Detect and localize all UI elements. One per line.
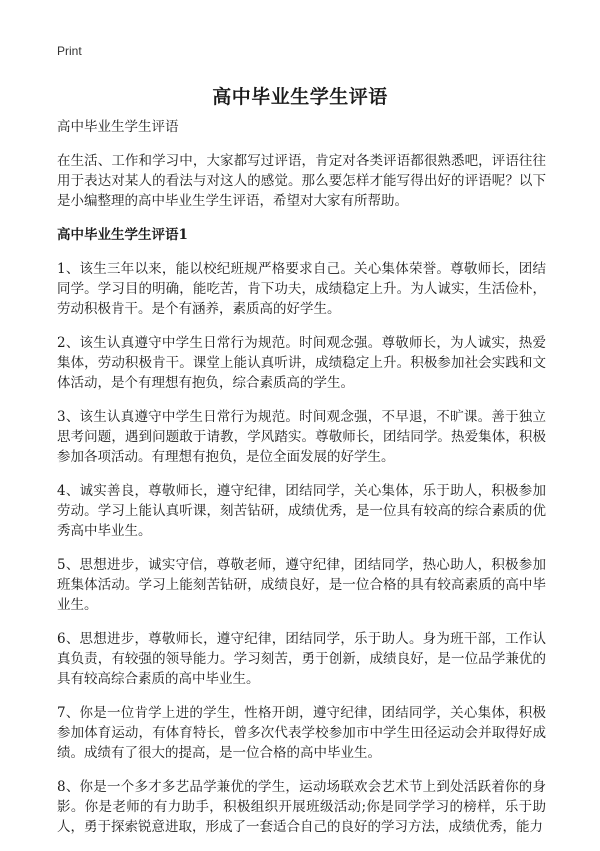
document-body: [57, 117, 546, 851]
comment-item-4: 4、诚实善良，尊敬师长，遵守纪律，团结同学，关心集体，乐于助人，积极参加劳动。学习上能认真听课，刻苦钻研，成绩优秀，是一位具有较高的综合素质的优秀高中毕业生。: [57, 483, 546, 539]
comment-item-1: 1、该生三年以来，能以校纪班规严格要求自己。关心集体荣誉。尊敬师长，团结同学。学习目的明确，能吃苦，肯下功夫，成绩稳定上升。为人诚实，生活俭朴，劳动积极肯干。是个有涵养，素质高的好学生。: [57, 261, 546, 317]
comment-item-8: 8、你是一个多才多艺品学兼优的学生，运动场联欢会艺术节上到处活跃着你的身影。你是老师的有力助手，积极组织开展班级活动;你是同学学习的榜样，乐于助人，勇于探索锐意进取，形成了一套适合自己的良好的学习方法，成绩优秀，能力: [57, 779, 546, 835]
comment-item-6: 6、思想进步，尊敬师长，遵守纪律，团结同学，乐于助人。身为班干部，工作认真负责，有较强的领导能力。学习刻苦，勇于创新，成绩良好，是一位品学兼优的具有较高综合素质的高中毕业生。: [57, 631, 546, 687]
page-title: 高中毕业生学生评语: [212, 86, 388, 108]
comment-item-2: 2、该生认真遵守中学生日常行为规范。时间观念强。尊敬师长，为人诚实，热爱集体，劳动积极肯干。课堂上能认真听讲，成绩稳定上升。积极参加社会实践和文体活动，是个有理想有抱负，综合素质高的学生。: [57, 335, 546, 391]
comment-item-5: 5、思想进步，诚实守信，尊敬老师，遵守纪律，团结同学，热心助人，积极参加班集体活动。学习上能刻苦钻研，成绩良好，是一位合格的具有较高素质的高中毕业生。: [57, 557, 546, 613]
section-heading: 高中毕业生学生评语1: [57, 227, 188, 243]
document-subtitle: 高中毕业生学生评语: [57, 119, 179, 135]
comment-item-7: 7、你是一位肯学上进的学生，性格开朗，遵守纪律，团结同学，关心集体，积极参加体育运动，有体育特长，曾多次代表学校参加市中学生田径运动会并取得好成绩。成绩有了很大的提高，是一位合格的高中毕业生。: [57, 705, 546, 761]
intro-paragraph: 在生活、工作和学习中，大家都写过评语，肯定对各类评语都很熟悉吧，评语往往用于表达对某人的看法与对这人的感觉。那么要怎样才能写得出好的评语呢？以下是小编整理的高中毕业生学生评语，希望对大家有所帮助。: [57, 153, 546, 209]
print-link[interactable]: Print: [57, 44, 82, 58]
comment-item-3: 3、该生认真遵守中学生日常行为规范。时间观念强，不早退，不旷课。善于独立思考问题，遇到问题敢于请教，学风踏实。尊敬师长，团结同学。热爱集体，积极参加各项活动。有理想有抱负，是位全面发展的好学生。: [57, 409, 546, 465]
